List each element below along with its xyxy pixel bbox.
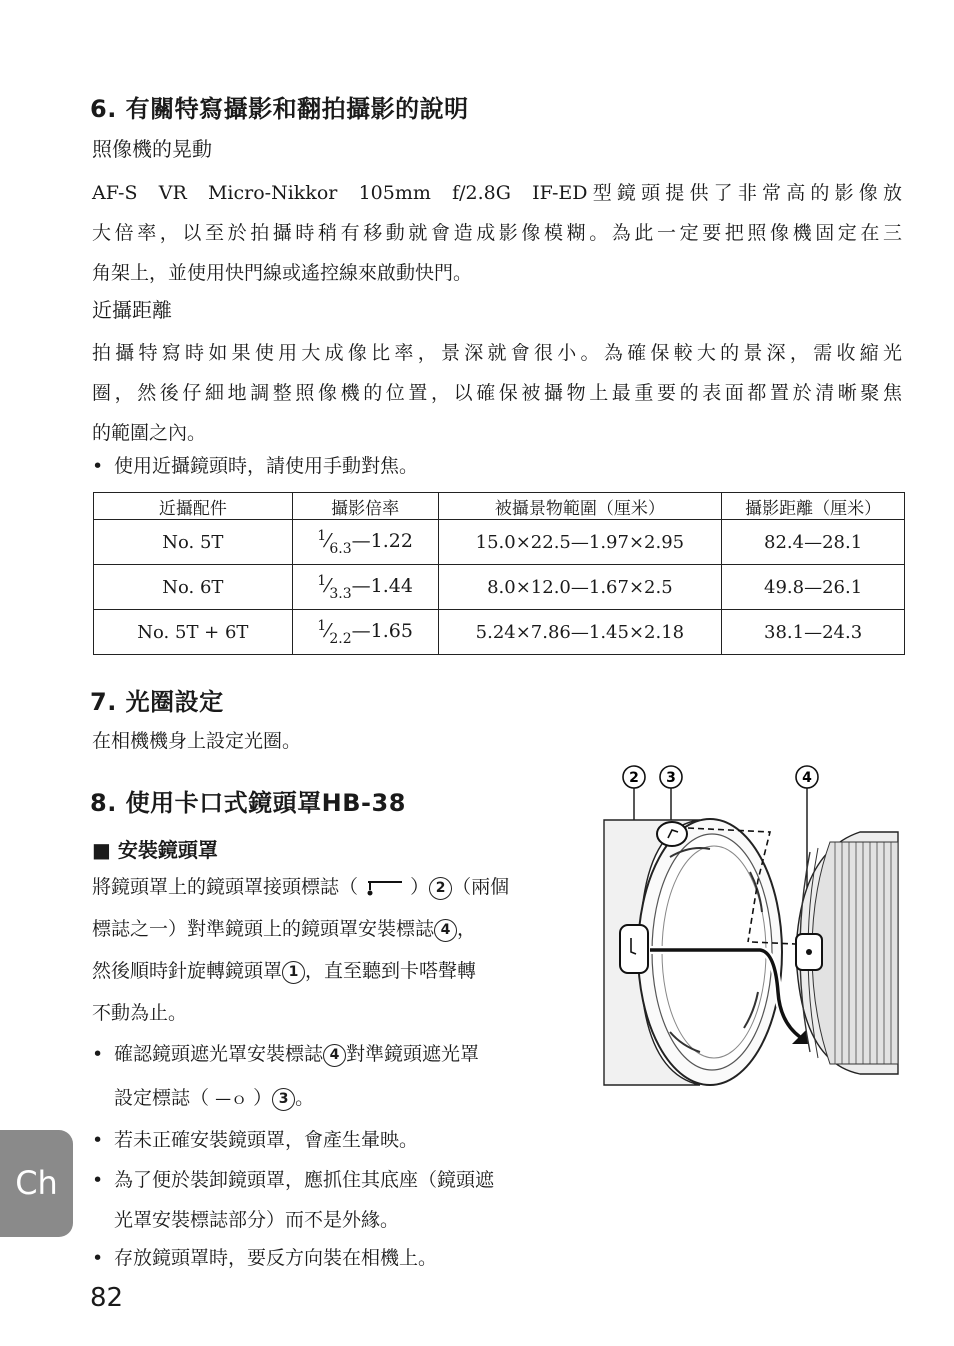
mark-circle: ｏ — [231, 1089, 248, 1108]
table-row — [94, 565, 905, 610]
callout-3-label — [660, 766, 682, 788]
line — [92, 950, 572, 992]
text: 。 — [295, 1087, 315, 1109]
hood-attachment-mark-icon — [364, 876, 404, 896]
text: 對準鏡頭遮光罩 — [346, 1043, 480, 1065]
frac-num: 1 — [317, 617, 327, 634]
hood-setting-mark-icon — [215, 1089, 247, 1108]
line: 圈，然後仔細地調整照像機的位置，以確保被攝物上最重要的表面都置於清晰聚焦 — [92, 382, 902, 404]
lens-hood-illustration — [600, 762, 900, 1092]
bullet-dot: • — [92, 455, 104, 477]
svg-text:2: 2 — [629, 770, 639, 786]
attach-hood-paragraph — [92, 866, 572, 1034]
callout-1-icon: 1 — [282, 961, 305, 984]
section-8-title: 8. 使用卡口式鏡頭罩HB-38 — [90, 789, 406, 817]
text: ， — [457, 918, 477, 940]
svg-text:3: 3 — [666, 770, 676, 786]
subheading-attach-hood: ■ 安裝鏡頭罩 — [92, 838, 218, 862]
bullet-text: 使用近攝鏡頭時，請使用手動對焦。 — [114, 455, 419, 477]
callout-4-label — [796, 766, 818, 788]
header-distance: 攝影距離（厘米） — [722, 493, 905, 520]
table-header-row — [94, 493, 905, 520]
table-row — [94, 610, 905, 655]
section-6-title: 6. 有關特寫攝影和翻拍攝影的說明 — [90, 95, 469, 123]
bullet-vignetting — [92, 1120, 572, 1160]
bullet-text: 若未正確安裝鏡頭罩，會產生暈映。 — [114, 1129, 419, 1151]
cell-subject-range: 5.24×7.86—1.45×2.18 — [438, 610, 722, 655]
line: 大倍率，以至於拍攝時稍有移動就會造成影像模糊。為此一定要把照像機固定在三 — [92, 222, 902, 244]
cell-magnification: $^1⁄_{2.2}—1.65$ — [292, 610, 438, 655]
cell-distance: 38.1—24.3 — [722, 610, 905, 655]
bullet-dot: • — [92, 1043, 104, 1065]
cell-distance: 49.8—26.1 — [722, 565, 905, 610]
line — [92, 866, 572, 908]
callout-2-icon: 2 — [429, 877, 452, 900]
paragraph-close-distance — [92, 333, 902, 453]
frac-num: 1 — [317, 572, 327, 589]
mag-rest: —1.65 — [351, 619, 413, 642]
callout-2-label — [623, 766, 645, 788]
text: 設定標誌（ — [114, 1087, 210, 1109]
cell-subject-range: 15.0×22.5—1.97×2.95 — [438, 520, 722, 565]
text: 確認鏡頭遮光罩安裝標誌 — [114, 1043, 324, 1065]
bullet-storage — [92, 1238, 572, 1278]
subheading-close-distance: 近攝距離 — [92, 298, 172, 322]
text: 然後順時針旋轉鏡頭罩 — [92, 960, 283, 982]
line: 為了便於裝卸鏡頭罩，應抓住其底座（鏡頭遮 — [114, 1169, 495, 1191]
table-row — [94, 520, 905, 565]
page-number: 82 — [90, 1283, 124, 1313]
cell-accessory: No. 5T — [94, 520, 293, 565]
bullet-dot: • — [92, 1129, 104, 1151]
bullet-text: 存放鏡頭罩時，要反方向裝在相機上。 — [114, 1247, 438, 1269]
line — [114, 1032, 572, 1076]
frac-den: 2.2 — [329, 630, 352, 647]
cell-magnification: $^1⁄_{3.3}—1.44$ — [292, 565, 438, 610]
bullet-check-mark — [92, 1032, 572, 1121]
language-tab: Ch — [0, 1130, 73, 1237]
text: ，直至聽到卡嗒聲轉 — [305, 960, 477, 982]
frac-den: 6.3 — [329, 540, 352, 557]
mark-dash: — — [215, 1089, 232, 1108]
line: 不動為止。 — [92, 1002, 188, 1024]
text: （兩個 — [452, 876, 510, 898]
bullet-dot: • — [92, 1247, 104, 1269]
line: AF-S VR Micro-Nikkor 105mm f/2.8G IF-ED型鏡頭提供了非常高的影像放 — [92, 182, 902, 204]
line — [92, 908, 572, 950]
bullet-hold-base — [92, 1160, 572, 1240]
cell-subject-range: 8.0×12.0—1.67×2.5 — [438, 565, 722, 610]
section-7-title: 7. 光圈設定 — [90, 688, 224, 716]
text: ） — [410, 876, 430, 898]
cell-accessory: No. 6T — [94, 565, 293, 610]
header-subject-range: 被攝景物範圍（厘米） — [438, 493, 722, 520]
frac-num: 1 — [317, 527, 327, 544]
header-accessory: 近攝配件 — [94, 493, 293, 520]
text: ） — [253, 1087, 273, 1109]
callout-3-icon: 3 — [272, 1088, 295, 1111]
line: 角架上，並使用快門線或遙控線來啟動快門。 — [92, 262, 473, 284]
bullet-manual-focus — [92, 446, 892, 486]
line: 拍攝特寫時如果使用大成像比率，景深就會很小。為確保較大的景深，需收縮光 — [92, 342, 902, 364]
cell-magnification: $^1⁄_{6.3}—1.22$ — [292, 520, 438, 565]
bullet-dot: • — [92, 1169, 104, 1191]
subheading-camera-shake: 照像機的晃動 — [92, 137, 212, 161]
mag-rest: —1.22 — [351, 529, 413, 552]
cell-distance: 82.4—28.1 — [722, 520, 905, 565]
line — [114, 1076, 572, 1121]
line: 光罩安裝標誌部分）而不是外緣。 — [114, 1209, 400, 1231]
svg-text:4: 4 — [802, 770, 812, 786]
cell-accessory: No. 5T + 6T — [94, 610, 293, 655]
callout-4-icon: 4 — [323, 1044, 346, 1067]
header-magnification: 攝影倍率 — [292, 493, 438, 520]
callout-4-icon: 4 — [434, 919, 457, 942]
frac-den: 3.3 — [329, 585, 352, 602]
mag-rest: —1.44 — [351, 574, 413, 597]
text: 將鏡頭罩上的鏡頭罩接頭標誌（ — [92, 876, 359, 898]
close-up-accessory-table — [93, 492, 905, 655]
text: 標誌之一）對準鏡頭上的鏡頭罩安裝標誌 — [92, 918, 435, 940]
aperture-text: 在相機機身上設定光圈。 — [92, 730, 302, 752]
paragraph-camera-shake — [92, 173, 902, 293]
line: 的範圍之內。 — [92, 422, 207, 444]
